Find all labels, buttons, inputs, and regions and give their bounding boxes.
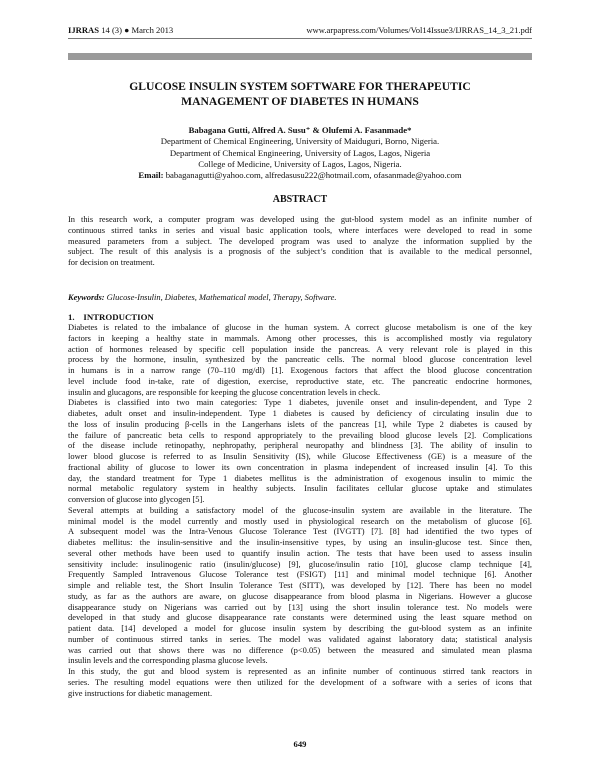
body-line: diabetes, adult onset and insulin-independent. Type 1 diabetes is caused by deficiency of circulating insulin due to: [68, 408, 532, 418]
body-line: A subsequent model was the Intra-Venous Glucose Tolerance Test (IVGTT) [7]. [8] had identified the two types of: [68, 526, 532, 537]
body-line: action of hormones released by specific cell population inside the pancreas. A very relevant role is played in this: [68, 343, 532, 354]
body-line: was carried out that shows there was no difference (p<0.05) between the measured and simulated mean plasma: [68, 644, 532, 655]
body-line: factors in keeping a healthy state in mammals. Among other processes, this is accomplished mostly via regulatory: [68, 332, 532, 343]
body-line: simple and reliable test, the Short Insulin Tolerance Test (SITT), was developed by [12]. There has been no model: [68, 580, 532, 590]
journal-citation: [68, 25, 173, 35]
title-line-2: MANAGEMENT OF DIABETES IN HUMANS: [181, 95, 419, 108]
author-emails: [68, 170, 532, 181]
section-number: 1.: [68, 312, 75, 322]
body-line: the loss of insulin producing β-cells in the Langerhans islets of the pancreas [1], while Type 2 diabetes is caused by: [68, 418, 532, 429]
affiliation-2: Department of Chemical Engineering, University of Lagos, Lagos, Nigeria: [169, 147, 431, 158]
keywords: [68, 292, 336, 302]
body-line: Diabetes is related to the imbalance of glucose in the human system. A correct glucose metabolism is one of the key: [68, 322, 532, 332]
body-line: diabetes mellitus: the insulin-sensitive and the insulin-insensitive types, by using an insulin-glucose test. Since then,: [68, 537, 532, 547]
paper-title: [68, 79, 532, 109]
page-number: 649: [293, 739, 307, 749]
body-line: the failure of pancreatic beta cells to respond appropriately to the prevailing blood glucose levels [2]. Complications: [68, 429, 532, 440]
body-line: normal metabolic regulatory system in healthy subjects. Insulin facilitates cellular glucose uptake and stimulates: [68, 483, 532, 494]
body-line: conversion of glucose into glycogen [5].: [68, 494, 205, 504]
body-line: insulin and glucagons, are responsible for keeping the glucose concentration levels in check.: [68, 386, 381, 397]
body-line: minimal model is the model currently and mostly used in physiological research on the metabolism of glucose [6].: [68, 515, 532, 526]
abstract-line: continuous stirred tanks in series and visual basic application tools, where interfaces were developed to read in some: [68, 224, 532, 235]
body-line: lower blood glucose is referred to as Insulin Sensitivity (IS), while Glucose Effectiveness (GE) is a measure of the: [68, 451, 532, 461]
affiliation-3: College of Medicine, University of Lagos, Lagos, Nigeria.: [198, 158, 402, 169]
journal-issue: 14 (3) ● March 2013: [101, 25, 174, 35]
header-band: [68, 53, 532, 60]
body-line: study, as far as the authors are aware, on glucose disappearance from blood plasma in Nigerians. However a glucose: [68, 590, 532, 601]
author-block: [68, 125, 532, 181]
body-line: Several attempts at building a satisfactory model of the glucose-insulin system are available in the literature. The: [68, 504, 532, 515]
email-label: Email:: [138, 170, 164, 181]
body-line: give instructions for diabetic management.: [68, 687, 213, 698]
body-line: insulin levels and the corresponding plasma glucose levels.: [68, 655, 268, 666]
body-line: day, the standard treatment for Type 1 diabetes mellitus is the administration of exogenous insulin to mimic the: [68, 472, 532, 483]
body-line: sensitivity include: insulinogenic ratio (insulin/glucose) [9], glucose/insulin ratio [10], glucose clamp technique [4],: [68, 558, 532, 569]
journal-name: IJRRAS: [68, 25, 100, 35]
body-line: disappearance study on Nigerians was carried out by [13] using the short insulin tolerance test. No models were: [68, 601, 532, 612]
body-line: number of continuous stirred tanks in series. The model was validated against laboratory data; statistical analysis: [68, 633, 532, 644]
abstract-text: [68, 214, 532, 268]
body-line: developed in that study and glucose disappearance rate constants were determined using the least square method on: [68, 612, 532, 623]
body-line: several other methods have been used to quantify insulin action. The tests that have been used to assess insulin: [68, 547, 532, 558]
section-heading-introduction: [68, 312, 154, 322]
article-url: www.arpapress.com/Volumes/Vol14Issue3/IJRRAS_14_3_21.pdf: [306, 25, 532, 35]
section-title: INTRODUCTION: [83, 312, 154, 322]
body-line: in humans is in a narrow range (70–110 mg/dl) [1]. Exogenous factors that affect the blood glucose concentration: [68, 365, 532, 375]
keywords-value: Glucose-Insulin, Diabetes, Mathematical model, Therapy, Software.: [106, 292, 337, 302]
abstract-line: In this research work, a computer program was developed using the gut-blood system model as an infinite number of: [68, 214, 532, 224]
body-line: of the disease include retinopathy, nephropathy, peripheral neuropathy and blindness [3]. The ability of insulin to: [68, 440, 532, 451]
title-line-1: GLUCOSE INSULIN SYSTEM SOFTWARE FOR THERAPEUTIC: [129, 80, 471, 93]
body-line: In this study, the gut and blood system is represented as an infinite number of continuous stirred tank reactors in: [68, 666, 532, 676]
abstract-line: measured parameters from a subject. The developed program was used to analyze the information supplied by the: [68, 235, 532, 246]
body-line: patient data. [14] developed a model for glucose insulin system by describing the gut-blood system as an infinite: [68, 623, 532, 633]
email-value: babaganagutti@yahoo.com, alfredasusu222@hotmail.com, ofasanmade@yahoo.com: [165, 170, 462, 181]
body-line: level include food in-take, rate of digestion, exercise, reproductive state, etc. The pancreatic endocrine hormones,: [68, 375, 532, 386]
body-line: fractional ability of glucose to lower its own concentration in plasma independent of increased insulin [4]. To this: [68, 461, 532, 472]
body-line: series. The resulting model equations were then utilized for the development of a software with a series of icons that: [68, 676, 532, 687]
introduction-text: [68, 322, 532, 698]
header-rule: [68, 38, 532, 39]
keywords-label: Keywords:: [68, 292, 105, 302]
author-names: Babagana Gutti, Alfred A. Susu⁺ & Olufemi A. Fasanmade*: [188, 125, 412, 135]
abstract-line: for decision on treatment.: [68, 257, 155, 267]
body-line: process by the hormone, insulin, synthesized by the pancreatic cells. The normal blood glucose concentration level: [68, 354, 532, 365]
abstract-heading: ABSTRACT: [272, 194, 328, 205]
body-line: Frequently Sampled Intravenous Glucose Tolerance test (FSIGT) [11] and minimal model technique [6]. Another: [68, 569, 532, 580]
body-line: Diabetes is classified into two main categories: Type 1 diabetes, juvenile onset and insulin-dependent, and Type 2: [68, 397, 532, 408]
abstract-line: subject. The result of this analysis is a prognosis of the subject’s condition that is available to the medical personnel,: [68, 246, 532, 257]
affiliation-1: Department of Chemical Engineering, University of Maiduguri, Borno, Nigeria.: [160, 136, 440, 147]
